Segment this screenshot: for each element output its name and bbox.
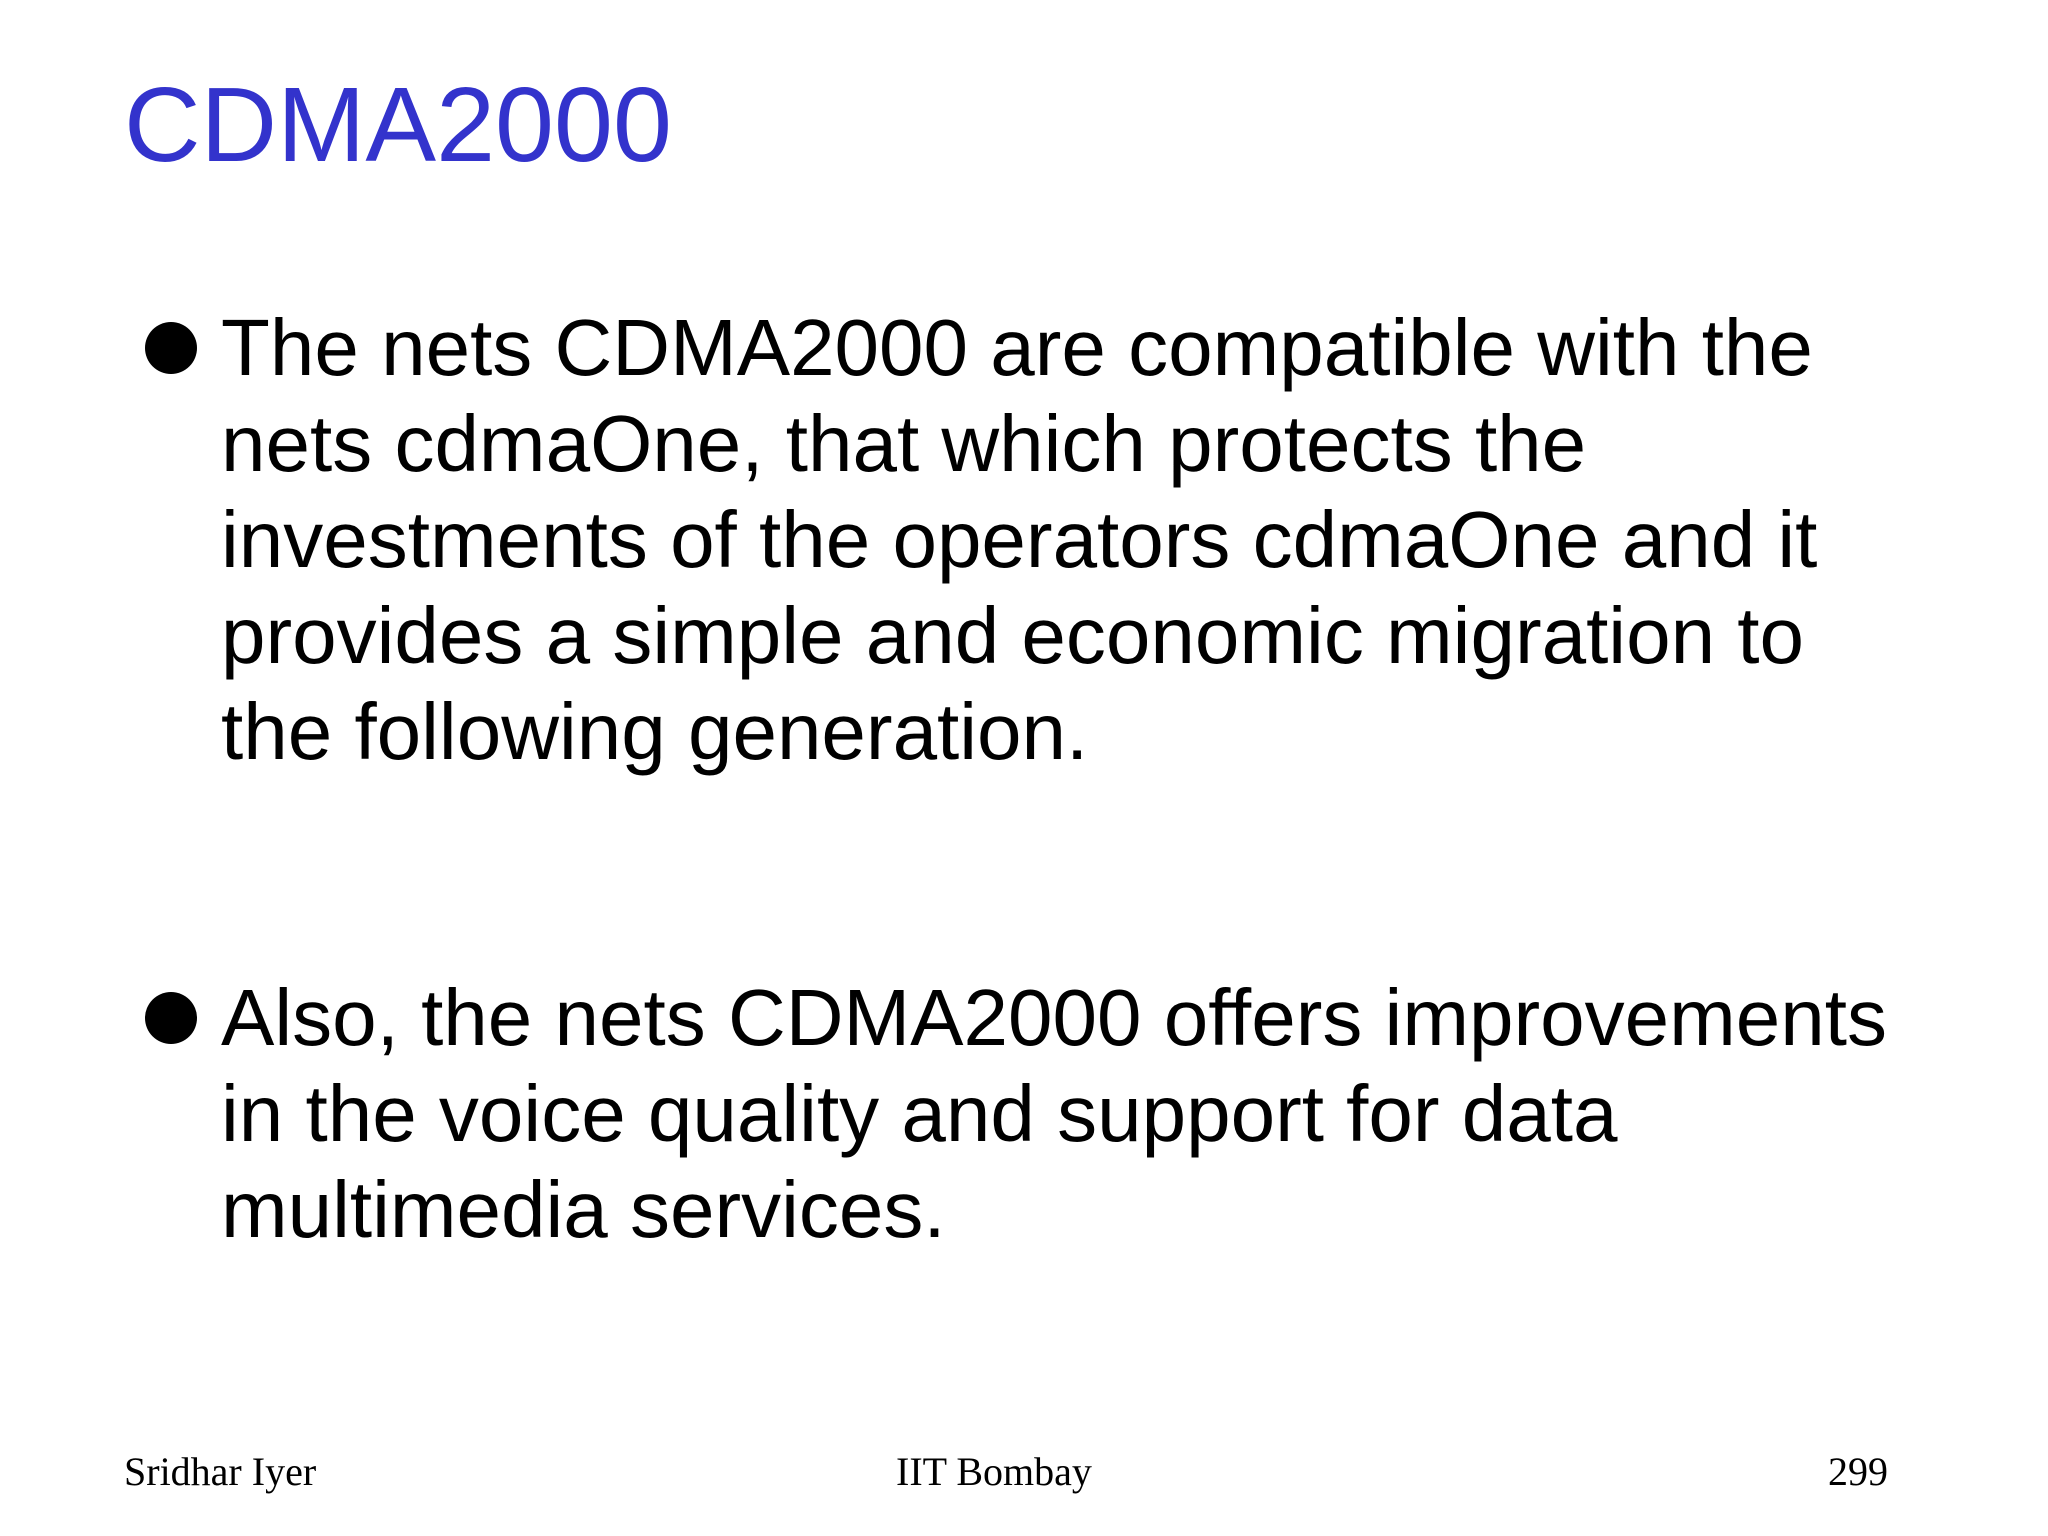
bullet-item: [145, 970, 1945, 1258]
bullet-text-line: provides a simple and economic migration to: [221, 591, 1805, 680]
bullet-dot-icon: [145, 992, 197, 1044]
bullet-text-line: investments of the operators cdmaOne and it: [221, 495, 1818, 584]
bullet-text-line: in the voice quality and support for data: [221, 1069, 1618, 1158]
bullet-text-line: The nets CDMA2000 are compatible with the: [221, 303, 1813, 392]
bullet-item: [145, 300, 1945, 780]
bullet-list: [145, 300, 1945, 1258]
bullet-text-line: nets cdmaOne, that which protects the: [221, 399, 1587, 488]
bullet-text-line: multimedia services.: [221, 1165, 946, 1254]
slide-title: CDMA2000: [124, 66, 672, 184]
bullet-text-line: the following generation.: [221, 687, 1089, 776]
bullet-text-line: Also, the nets CDMA2000 offers improvements: [221, 973, 1887, 1062]
footer-author: Sridhar Iyer: [124, 1449, 317, 1494]
bullet-dot-icon: [145, 322, 197, 374]
footer-page-number: 299: [1828, 1449, 1888, 1494]
footer-institution: IIT Bombay: [896, 1449, 1092, 1494]
